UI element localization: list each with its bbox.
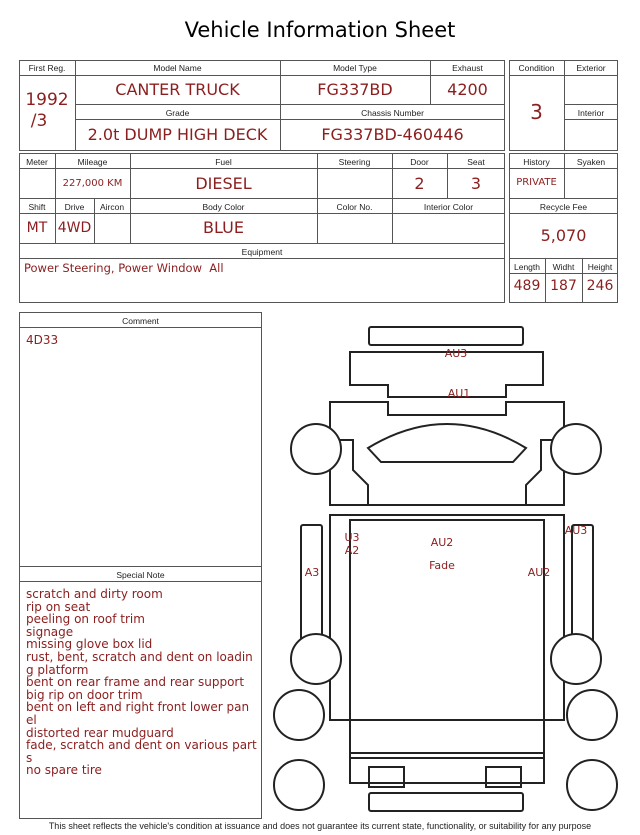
note-line: bent on left and right front lower pan (26, 700, 250, 715)
condition-label: Condition (518, 63, 555, 73)
chassis-value: FG337BD-460446 (321, 125, 464, 144)
note-line: missing glove box lid (26, 637, 153, 652)
first-reg-label: First Reg. (28, 63, 66, 73)
recycle-value: 5,070 (540, 226, 587, 245)
recycle-label: Recycle Fee (539, 202, 588, 212)
drive-label: Drive (64, 202, 85, 212)
damage-a2: A2 (344, 544, 360, 557)
damage-a3: A3 (304, 566, 320, 579)
disclaimer-footer: This sheet reflects the vehicle's condition at issuance and does not guarantee its current state, functionality, or suitability for any purpose (48, 821, 592, 831)
body-color-label: Body Color (202, 202, 245, 212)
fuel-label: Fuel (215, 157, 232, 167)
body-color-value: BLUE (203, 218, 244, 237)
grade-value: 2.0t DUMP HIGH DECK (87, 125, 268, 144)
equipment-value: Power Steering, Power Window All (24, 261, 224, 275)
damage-au3-front: AU3 (444, 347, 468, 360)
model-name: CANTER TRUCK (115, 80, 240, 99)
note-line: bent on rear frame and rear support (26, 675, 245, 690)
special-note-list (26, 588, 258, 777)
seat-value: 3 (470, 174, 482, 193)
height-label: Height (587, 262, 613, 272)
condition-value: 3 (530, 100, 543, 124)
history-label: History (523, 157, 550, 167)
aircon-label: Aircon (99, 202, 125, 212)
width-label: Widht (552, 262, 575, 272)
seat-label: Seat (467, 157, 485, 167)
mileage-label: Mileage (77, 157, 108, 167)
note-line: g platform (26, 662, 89, 677)
steering-label: Steering (338, 157, 371, 167)
exhaust-value: 4200 (447, 80, 488, 99)
cab-body (330, 402, 564, 505)
exterior-label: Exterior (576, 63, 606, 73)
note-line: big rip on door trim (26, 687, 143, 702)
model-type: FG337BD (317, 80, 393, 99)
equipment-label: Equipment (241, 247, 283, 257)
damage-au2-center: AU2 (430, 536, 454, 549)
door-label: Door (410, 157, 429, 167)
note-line: scratch and dirty room (26, 587, 163, 601)
mileage-value: 227,000 KM (62, 178, 123, 189)
interior-label: Interior (577, 108, 605, 118)
page-title: Vehicle Information Sheet (184, 18, 456, 42)
damage-au1: AU1 (447, 387, 471, 400)
special-note-label: Special Note (116, 570, 165, 580)
rear-bumper (369, 793, 523, 811)
model-type-label: Model Type (333, 63, 377, 73)
note-line: s (26, 750, 33, 765)
door-value: 2 (414, 174, 425, 193)
width-value: 187 (550, 278, 577, 294)
shift-value: MT (26, 220, 48, 236)
shift-label: Shift (28, 202, 46, 212)
note-line: peeling on roof trim (26, 612, 145, 627)
note-line: rip on seat (26, 599, 91, 614)
grade-label: Grade (165, 108, 190, 118)
first-reg-year: 1992 (25, 90, 69, 110)
color-no-label: Color No. (336, 202, 373, 212)
comment-text: 4D33 (26, 333, 59, 347)
first-reg-month: /3 (30, 111, 48, 131)
length-label: Length (514, 262, 540, 272)
note-line: el (26, 712, 37, 727)
comment-label: Comment (122, 316, 159, 326)
chassis-label: Chassis Number (361, 108, 424, 118)
note-line: signage (26, 624, 74, 639)
syaken-label: Syaken (576, 157, 606, 167)
height-value: 246 (586, 278, 614, 294)
note-line: fade, scratch and dent on various part (26, 738, 257, 753)
front-bumper (369, 327, 523, 345)
damage-u3: U3 (344, 531, 360, 544)
note-line: no spare tire (26, 763, 102, 778)
exhaust-label: Exhaust (452, 63, 483, 73)
drive-value: 4WD (57, 220, 92, 236)
model-name-label: Model Name (153, 63, 202, 73)
interior-color-label: Interior Color (423, 202, 474, 212)
damage-au2-right: AU2 (527, 566, 551, 579)
meter-label: Meter (26, 157, 48, 167)
windshield (368, 424, 526, 462)
damage-au3-right: AU3 (564, 524, 588, 537)
damage-fade: Fade (429, 559, 455, 572)
note-line: rust, bent, scratch and dent on loadin (26, 649, 253, 664)
history-value: PRIVATE (516, 177, 557, 188)
note-line: distorted rear mudguard (26, 725, 174, 740)
length-value: 489 (513, 278, 541, 294)
inner-deck (350, 520, 544, 758)
fuel-value: DIESEL (195, 174, 252, 193)
